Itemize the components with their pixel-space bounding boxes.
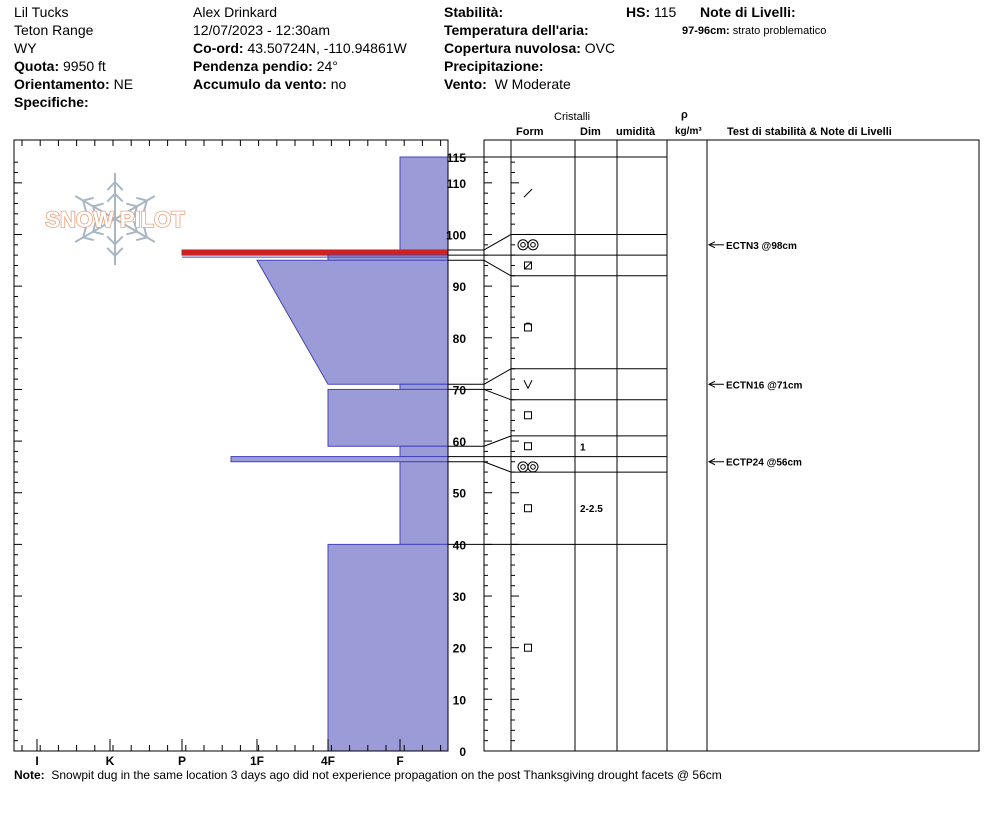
layer-notes-label: Note di Livelli:	[700, 4, 796, 20]
wind-label: Vento:	[444, 76, 487, 92]
flake-branch	[115, 236, 123, 244]
hardness-layer	[231, 457, 448, 462]
ring-outer	[528, 462, 538, 472]
height-tick-label: 20	[452, 641, 466, 656]
height-tick-label: 10	[452, 693, 466, 708]
height-tick-label: 0	[459, 745, 466, 759]
square-symbol	[525, 412, 532, 419]
flake-branch	[93, 204, 104, 207]
height-tick-label: 70	[452, 383, 466, 398]
coord-value: 43.50724N, -110.94861W	[247, 40, 407, 56]
stability-test-label: ECTN3 @98cm	[726, 240, 797, 252]
layer-connector	[484, 260, 511, 275]
layer-connector	[484, 389, 511, 399]
square-mark	[525, 505, 532, 512]
ring-inner	[521, 243, 526, 248]
location: Lil Tucks	[14, 4, 69, 20]
dim-heading: Dim	[580, 126, 601, 138]
aspect-value: NE	[113, 76, 134, 92]
hardness-tick-label: F	[396, 754, 404, 768]
flake-branch	[126, 232, 137, 235]
height-tick-label: 50	[452, 486, 466, 501]
flake-branch	[107, 194, 115, 202]
ring-inner	[521, 465, 526, 470]
note-text: Snowpit dug in the same location 3 days ago did not experience propagation on the post Thanksgiving drought facets @ 56cm	[51, 768, 722, 782]
height-tick-label: 40	[452, 538, 466, 553]
datetime: 12/07/2023 - 12:30am	[193, 22, 330, 38]
hardness-tick-label: 4F	[320, 754, 336, 768]
hardness-tick-label: P	[177, 754, 187, 768]
hardness-profile	[182, 157, 448, 751]
wind-value: W Moderate	[494, 76, 571, 92]
elevation-value: 9950 ft	[63, 58, 106, 74]
layer-connector	[484, 369, 511, 384]
flake-branch	[115, 194, 123, 202]
flake-branch	[136, 237, 147, 240]
state: WY	[14, 40, 37, 56]
flake-branch	[83, 198, 94, 201]
layer-note-range: 97-96cm:	[682, 25, 730, 37]
flake-branch	[107, 182, 115, 190]
sky-label: Copertura nuvolosa:	[444, 40, 581, 56]
wind-loading-label: Accumulo da vento:	[193, 76, 327, 92]
flake-branch	[107, 248, 115, 256]
crossed-square-symbol	[525, 262, 532, 269]
stability-notes-heading: Test di stabilità & Note di Livelli	[727, 126, 892, 138]
flake-branch	[93, 232, 104, 235]
square-mark	[525, 324, 532, 331]
slope-label: Pendenza pendio:	[193, 58, 313, 74]
square-symbol	[525, 443, 532, 450]
flake-branch	[83, 237, 94, 240]
density-unit-heading: kg/m³	[675, 126, 702, 137]
square-mark	[525, 412, 532, 419]
square-mark	[525, 443, 532, 450]
layer-note-text: strato problematico	[732, 25, 827, 37]
height-tick-label: 115	[446, 151, 466, 165]
specifics-label: Specifiche:	[14, 94, 89, 110]
hardness-layer	[400, 462, 448, 545]
layer-table-frame	[484, 140, 979, 751]
height-tick-label: 90	[452, 280, 466, 295]
flake-branch	[126, 204, 137, 207]
slash-mark	[524, 189, 532, 197]
hardness-layer	[257, 260, 448, 384]
elevation-label: Quota:	[14, 58, 60, 74]
logo-text: SNOW PILOT	[45, 207, 185, 232]
stability-test-label: ECTN16 @71cm	[726, 380, 803, 392]
hardness-tick-label: K	[105, 754, 115, 768]
air-temp-label: Temperatura dell'aria:	[444, 22, 589, 38]
hardness-layer	[400, 157, 448, 250]
range: Teton Range	[14, 22, 94, 38]
hs-value: 115	[654, 4, 677, 20]
snowpilot-logo	[45, 173, 185, 265]
slope-value: 24°	[316, 58, 338, 74]
layer-connector	[484, 462, 511, 472]
height-tick-label: 110	[446, 176, 466, 191]
square-symbol	[525, 644, 532, 651]
hardness-layer	[400, 384, 448, 389]
square-mark	[525, 644, 532, 651]
ring-outer	[518, 240, 528, 250]
aspect-label: Orientamento:	[14, 76, 110, 92]
flake-branch	[115, 248, 123, 256]
note-row	[14, 766, 722, 784]
precip-label: Precipitazione:	[444, 58, 544, 74]
ring-outer	[528, 240, 538, 250]
rho-heading: ρ	[681, 109, 688, 121]
moisture-heading: umidità	[616, 126, 656, 138]
ring-outer	[518, 462, 528, 472]
stability-test-label: ECTP24 @56cm	[726, 457, 802, 469]
flake-branch	[115, 182, 123, 190]
observer: Alex Drinkard	[193, 4, 278, 20]
height-tick-label: 60	[452, 435, 466, 450]
note-label: Note:	[14, 768, 45, 782]
grain-size: 1	[580, 442, 586, 454]
hardness-layer	[328, 255, 448, 260]
hardness-layer	[328, 389, 448, 446]
double-ring-symbol	[518, 462, 538, 472]
double-ring-symbol	[518, 240, 538, 250]
cross-mark	[525, 262, 532, 269]
hardness-layer	[328, 544, 448, 751]
square-symbol	[525, 505, 532, 512]
hardness-layer	[400, 446, 448, 456]
arch-square-symbol	[525, 323, 532, 331]
hardness-tick-label: 1F	[249, 754, 265, 768]
ring-inner	[531, 243, 536, 248]
height-tick-label: 80	[452, 331, 466, 346]
flake-branch	[107, 236, 115, 244]
slash-symbol	[524, 189, 532, 197]
crystals-heading: Cristalli	[554, 111, 591, 123]
problem-layer	[182, 250, 448, 255]
flake-branch	[136, 198, 147, 201]
form-heading: Form	[516, 126, 544, 138]
height-tick-label: 30	[452, 590, 466, 605]
height-tick-label: 100	[445, 228, 466, 243]
grain-size: 2-2.5	[580, 504, 603, 516]
stability-label: Stabilità:	[444, 4, 504, 20]
v-mark	[524, 380, 532, 388]
hardness-tick-label: I	[35, 754, 39, 768]
coord-label: Co-ord:	[193, 40, 244, 56]
layer-connector	[484, 234, 511, 249]
v-symbol	[524, 380, 532, 388]
hs-label: HS:	[626, 4, 651, 20]
ring-inner	[531, 465, 536, 470]
sky-value: OVC	[584, 40, 616, 56]
wind-loading-value: no	[330, 76, 347, 92]
